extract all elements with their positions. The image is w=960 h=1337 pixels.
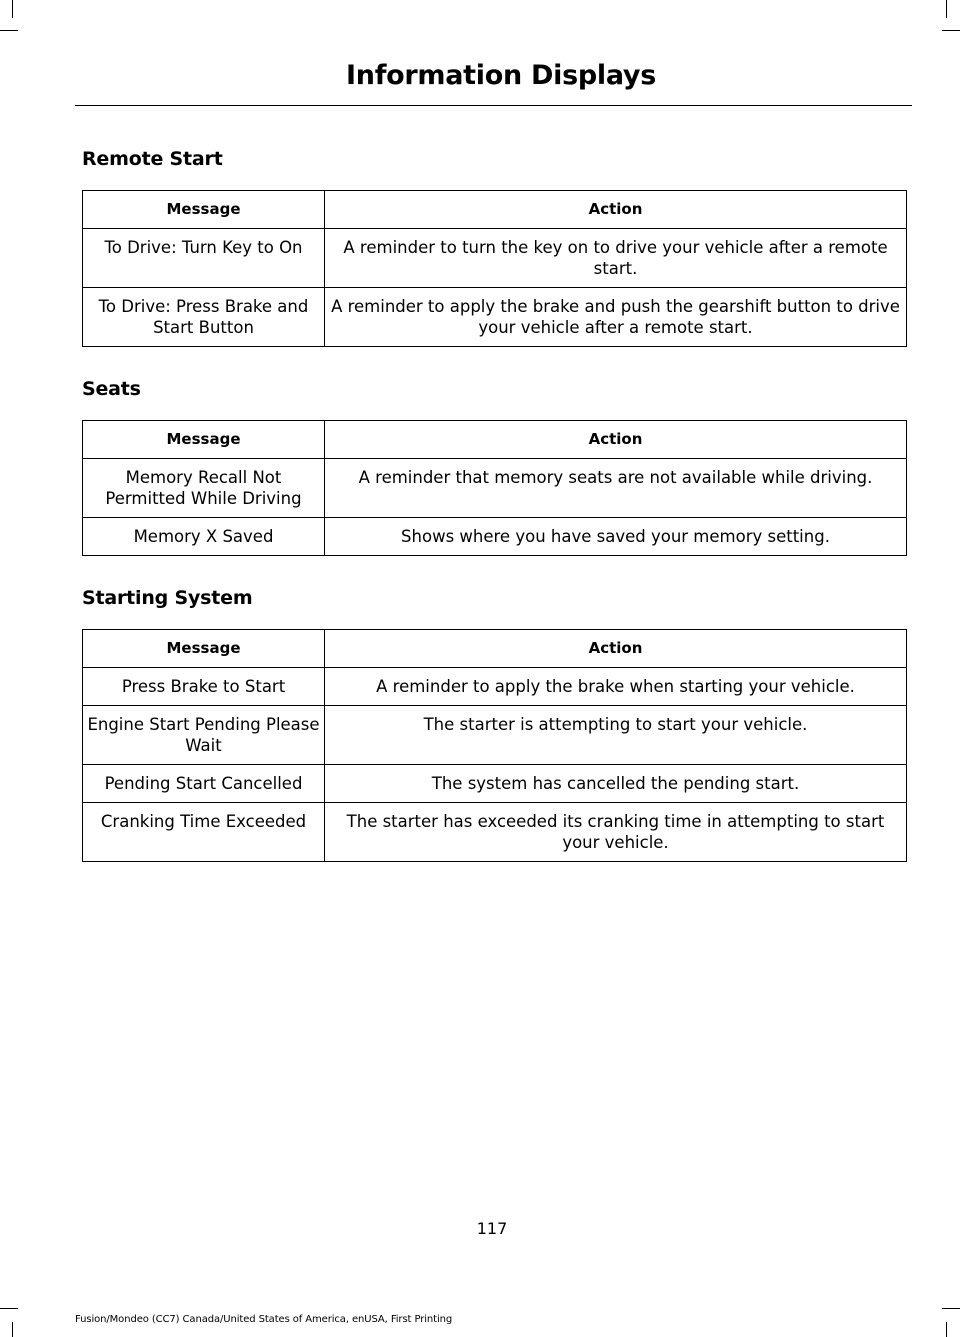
- crop-mark: [12, 1322, 13, 1337]
- table-row: [83, 706, 907, 765]
- crop-mark: [12, 0, 13, 18]
- table-row: [83, 229, 907, 288]
- action-cell: A reminder to apply the brake and push the gearshift button to drive your vehicle after a remote start.: [325, 288, 907, 347]
- page-title: Information Displays: [346, 60, 656, 91]
- section-title-seats: Seats: [82, 378, 141, 400]
- action-cell: The system has cancelled the pending start.: [325, 765, 907, 803]
- table-header-row: [83, 421, 907, 459]
- table-row: [83, 288, 907, 347]
- action-cell: The starter is attempting to start your vehicle.: [325, 706, 907, 765]
- starting-system-table: [82, 629, 907, 862]
- section-title-starting-system: Starting System: [82, 587, 253, 609]
- column-header-message: Message: [83, 191, 325, 229]
- message-cell: Press Brake to Start: [83, 668, 325, 706]
- column-header-message: Message: [83, 630, 325, 668]
- action-cell: A reminder that memory seats are not available while driving.: [325, 459, 907, 518]
- action-cell: A reminder to turn the key on to drive your vehicle after a remote start.: [325, 229, 907, 288]
- column-header-action: Action: [325, 421, 907, 459]
- message-cell: Pending Start Cancelled: [83, 765, 325, 803]
- table-row: [83, 803, 907, 862]
- table-header-row: [83, 191, 907, 229]
- seats-table: [82, 420, 907, 556]
- crop-mark: [942, 30, 960, 31]
- crop-mark: [946, 1322, 947, 1337]
- message-cell: Memory X Saved: [83, 518, 325, 556]
- action-cell: The starter has exceeded its cranking time in attempting to start your vehicle.: [325, 803, 907, 862]
- header-divider: [75, 105, 912, 106]
- table-header-row: [83, 630, 907, 668]
- page-number: 117: [476, 1219, 508, 1238]
- remote-start-table: [82, 190, 907, 347]
- table-row: [83, 765, 907, 803]
- action-cell: A reminder to apply the brake when starting your vehicle.: [325, 668, 907, 706]
- crop-mark: [942, 1308, 960, 1309]
- message-cell: To Drive: Press Brake and Start Button: [83, 288, 325, 347]
- message-cell: To Drive: Turn Key to On: [83, 229, 325, 288]
- crop-mark: [0, 30, 18, 31]
- message-cell: Cranking Time Exceeded: [83, 803, 325, 862]
- crop-mark: [0, 1308, 18, 1309]
- table-row: [83, 668, 907, 706]
- table-row: [83, 459, 907, 518]
- footer-text: Fusion/Mondeo (CC7) Canada/United States of America, enUSA, First Printing: [75, 1314, 453, 1325]
- crop-mark: [946, 0, 947, 18]
- action-cell: Shows where you have saved your memory setting.: [325, 518, 907, 556]
- message-cell: Memory Recall Not Permitted While Driving: [83, 459, 325, 518]
- table-row: [83, 518, 907, 556]
- column-header-action: Action: [325, 191, 907, 229]
- column-header-action: Action: [325, 630, 907, 668]
- section-title-remote-start: Remote Start: [82, 148, 223, 170]
- message-cell: Engine Start Pending Please Wait: [83, 706, 325, 765]
- column-header-message: Message: [83, 421, 325, 459]
